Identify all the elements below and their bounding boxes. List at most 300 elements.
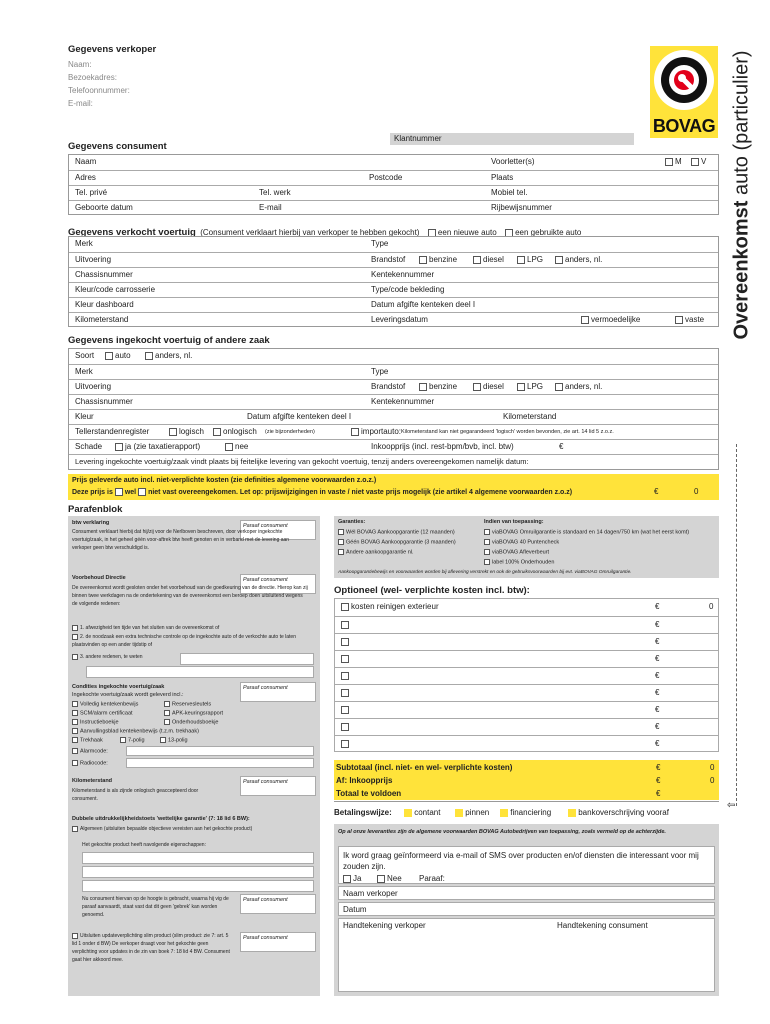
consumer-title: Gegevens consument xyxy=(68,141,167,152)
checkbox[interactable] xyxy=(341,638,349,646)
cond-13polig-label: 13-polig xyxy=(168,737,188,744)
betaling-contant-label: contant xyxy=(414,808,441,817)
checkbox[interactable] xyxy=(338,549,344,555)
optional-item[interactable] xyxy=(341,671,351,680)
indien-label100[interactable] xyxy=(484,559,554,565)
indien-omruil-label: viaBOVAG Omruilgarantie is standaard en 14 dagen/750 km (wat het eerst komt) xyxy=(492,529,690,536)
checkbox[interactable] xyxy=(115,488,123,496)
optional-item[interactable] xyxy=(341,654,351,663)
optional-euro: € xyxy=(655,671,660,680)
checkbox[interactable] xyxy=(517,256,525,264)
cond-volledig[interactable] xyxy=(72,701,138,707)
optional-row xyxy=(335,667,718,685)
checkbox[interactable] xyxy=(72,737,78,743)
checkbox[interactable] xyxy=(225,443,233,451)
auto-label: auto xyxy=(115,351,131,360)
consumer-row-3 xyxy=(69,185,718,200)
diesel-label: diesel xyxy=(483,255,504,264)
optional-item[interactable] xyxy=(341,602,439,611)
optional-row xyxy=(335,701,718,719)
schade-label: Schade xyxy=(75,442,103,451)
bijzonderheden-note: (zie bijzonderheden) xyxy=(265,429,315,435)
soort-label: Soort xyxy=(75,351,95,360)
updates-paraaf-box[interactable] xyxy=(240,932,316,952)
ti-datum-afgifte-label: Datum afgifte kenteken deel I xyxy=(247,412,352,421)
indien-label100-label: label 100% Onderhouden xyxy=(492,559,555,566)
dubbele-text2: Het gekochte product heeft navolgende eigenschappen: xyxy=(82,842,206,848)
checkbox[interactable] xyxy=(72,701,78,707)
updates-text[interactable] xyxy=(72,932,232,964)
garantie-andere[interactable] xyxy=(338,549,414,555)
ti-kenteken-label: Kentekennummer xyxy=(371,397,435,406)
nee-option[interactable] xyxy=(225,442,248,451)
paraaf-label: Paraaf consument xyxy=(243,779,288,785)
alarmcode-field[interactable] xyxy=(126,746,314,756)
ti-benzine-option[interactable] xyxy=(419,382,457,391)
checkbox[interactable] xyxy=(72,634,78,640)
checkbox[interactable] xyxy=(691,158,699,166)
optional-row xyxy=(335,633,718,651)
checkbox[interactable] xyxy=(72,826,78,832)
btw-title: btw verklaring xyxy=(72,520,110,526)
checkbox[interactable] xyxy=(160,737,166,743)
importauto-option[interactable] xyxy=(351,427,401,436)
indien-omruil[interactable] xyxy=(484,529,689,535)
checkbox[interactable] xyxy=(72,933,78,939)
consumer-table xyxy=(68,154,719,215)
optional-euro: € xyxy=(655,705,660,714)
tradein-row-merk xyxy=(69,364,718,379)
consumer-row-2 xyxy=(69,170,718,185)
importauto-label: importauto: xyxy=(361,427,402,436)
checkbox[interactable] xyxy=(72,760,78,766)
checkbox[interactable] xyxy=(164,719,170,725)
km-paraaf-box[interactable] xyxy=(240,776,316,796)
checkbox[interactable] xyxy=(351,428,359,436)
side-title-area xyxy=(722,30,762,360)
seller-email-label: E-mail: xyxy=(68,99,93,108)
cond-alarmcode-label: Alarmcode: xyxy=(80,748,108,755)
optional-table xyxy=(334,598,719,752)
contact-paraaf-label: Paraaf: xyxy=(419,874,445,883)
hand-consument-label: Handtekening consument xyxy=(557,921,648,930)
checkbox[interactable] xyxy=(484,539,490,545)
tradein-row-soort xyxy=(69,349,718,363)
vermoedelijke-label: vermoedelijke xyxy=(591,315,641,324)
checkbox[interactable] xyxy=(419,256,427,264)
tradein-table xyxy=(68,348,719,470)
checkbox[interactable] xyxy=(473,383,481,391)
bought-row-4 xyxy=(69,282,718,297)
cond-aanvulling[interactable] xyxy=(72,728,199,734)
garanties-panel xyxy=(334,516,719,578)
dubbele-title: Dubbele uitdrukkelijkheidstoets 'wettelijke garantie' (7: 18 lid 6 BW): xyxy=(72,816,250,822)
benzine-label: benzine xyxy=(429,255,458,264)
checkbox[interactable] xyxy=(341,740,349,748)
cond-7polig-label: 7-polig xyxy=(128,737,145,744)
garantie-geen[interactable] xyxy=(338,539,456,545)
cond-apk[interactable] xyxy=(164,710,223,716)
vaste-label: vaste xyxy=(685,315,705,324)
m-label: M xyxy=(675,157,682,166)
optional-euro: € xyxy=(655,637,660,646)
arrow-left-icon: ⇦ xyxy=(727,800,736,811)
ti-merk-label: Merk xyxy=(75,367,93,376)
kenteken-label: Kentekennummer xyxy=(371,270,435,279)
optional-row xyxy=(335,735,718,753)
checkbox[interactable] xyxy=(341,723,349,731)
nee-label: nee xyxy=(235,442,249,451)
gender-m[interactable] xyxy=(665,157,682,166)
checkbox[interactable] xyxy=(341,706,349,714)
uitvoering-label: Uitvoering xyxy=(75,255,112,264)
checkbox[interactable] xyxy=(455,809,463,817)
cond-radiocode-label: Radiocode: xyxy=(80,760,108,767)
checkbox[interactable] xyxy=(72,748,78,754)
cond-scm-label: SCM/alarm certificaat xyxy=(80,710,133,717)
cond-trekhaak-label: Trekhaak xyxy=(80,737,103,744)
betaling-bank[interactable] xyxy=(568,808,669,817)
lpg-label: LPG xyxy=(527,255,544,264)
ti-uitvoering-label: Uitvoering xyxy=(75,382,112,391)
optional-row xyxy=(335,718,718,736)
totals-bar xyxy=(334,760,719,800)
checkbox[interactable] xyxy=(377,875,385,883)
checkbox[interactable] xyxy=(164,701,170,707)
type-label: Type xyxy=(371,239,389,248)
km-title: Kilometerstand xyxy=(72,778,113,784)
cond-trekhaak[interactable] xyxy=(72,737,103,743)
optional-item[interactable] xyxy=(341,637,351,646)
optional-euro: € xyxy=(655,620,660,629)
email-label: E-mail xyxy=(259,203,282,212)
garantie-andere-label: Andere aankoopgarantie nl. xyxy=(346,549,414,556)
checkbox[interactable] xyxy=(568,809,576,817)
cond-13polig[interactable] xyxy=(160,737,188,743)
betaling-pinnen[interactable] xyxy=(455,808,489,817)
eigenschappen-field-1[interactable] xyxy=(82,852,314,864)
garantie-geen-label: Géén BOVAG Aankoopgarantie (3 maanden) xyxy=(346,539,456,546)
plaats-label: Plaats xyxy=(491,173,514,182)
dashed-connector xyxy=(736,444,737,806)
checkbox[interactable] xyxy=(105,352,113,360)
checkbox[interactable] xyxy=(555,256,563,264)
voldoen-euro: € xyxy=(656,789,661,798)
tel-werk-label: Tel. werk xyxy=(259,188,291,197)
voorbehoud-item-1[interactable] xyxy=(72,624,308,632)
checkbox[interactable] xyxy=(341,689,349,697)
contact-box xyxy=(338,846,715,884)
anders-nl-option[interactable] xyxy=(145,351,192,360)
checkbox[interactable] xyxy=(341,655,349,663)
checkbox[interactable] xyxy=(343,875,351,883)
af-euro: € xyxy=(656,776,661,785)
af-label: Af: Inkoopprijs xyxy=(336,776,393,785)
checkbox[interactable] xyxy=(72,719,78,725)
geboortedatum-label: Geboorte datum xyxy=(75,203,133,212)
benzine-option[interactable] xyxy=(419,255,457,264)
diesel-option[interactable] xyxy=(473,255,504,264)
import-note: Kilometerstand kan niet gegarandeerd 'logisch' worden bevonden, zie art. 14 lid 5 z.o.z. xyxy=(401,429,614,435)
klantnummer-field[interactable] xyxy=(390,133,634,145)
rijbewijs-label: Rijbewijsnummer xyxy=(491,203,552,212)
checkbox[interactable] xyxy=(72,654,78,660)
ti-anders-option[interactable] xyxy=(555,382,602,391)
optional-title: Optioneel (wel- verplichte kosten incl. btw): xyxy=(334,585,530,596)
optional-euro: € xyxy=(655,739,660,748)
nieuw-label: een nieuwe auto xyxy=(437,228,497,237)
optional-item[interactable] xyxy=(341,739,351,748)
voorwaarden-text: Op al onze leveranties zijn de algemene voorwaarden BOVAG Autobedrijven van toepassing, zoals vermeld op de achterzijde. xyxy=(338,829,666,835)
cond-7polig[interactable] xyxy=(120,737,145,743)
checkbox[interactable] xyxy=(338,529,344,535)
checkbox[interactable] xyxy=(145,352,153,360)
ti-type-label: Type xyxy=(371,367,389,376)
cond-alarmcode[interactable] xyxy=(72,748,108,754)
mobiel-label: Mobiel tel. xyxy=(491,188,528,197)
contact-ja[interactable] xyxy=(343,874,361,883)
paraaf-label: Paraaf consument xyxy=(243,935,288,941)
side-title xyxy=(731,50,754,339)
chassis-label: Chassisnummer xyxy=(75,270,133,279)
garanties-title: Garanties: xyxy=(338,519,366,525)
optional-item[interactable] xyxy=(341,688,351,697)
ti-diesel-option[interactable] xyxy=(473,382,504,391)
checkbox[interactable] xyxy=(169,428,177,436)
optional-row xyxy=(335,599,718,616)
garanties-footnote: Aankoopgarantiebewijs en voorwaarden worden bij aflevering verstrekt en ook de gebruiksvoorwaarden bij evt. viaBOVAG Omruilgarantie. xyxy=(338,570,632,575)
optional-value[interactable]: 0 xyxy=(709,602,714,611)
tradein-row-uitvoering xyxy=(69,379,718,394)
checkbox[interactable] xyxy=(419,383,427,391)
naam-verkoper-label: Naam verkoper xyxy=(343,889,398,898)
optional-euro: € xyxy=(655,654,660,663)
gender-v[interactable] xyxy=(691,157,706,166)
optional-item[interactable] xyxy=(341,620,351,629)
price-bar xyxy=(68,474,719,500)
onlogisch-label: onlogisch xyxy=(223,427,257,436)
checkbox[interactable] xyxy=(115,443,123,451)
postcode-label: Postcode xyxy=(369,173,403,182)
eigenschappen-field-3[interactable] xyxy=(82,880,314,892)
km-text: Kilometerstand is als zijnde onlogisch geaccepteerd door consument. xyxy=(72,788,199,802)
bovag-logo xyxy=(650,46,718,138)
dubbele-text-label: Algemeen (uitsluiten bepaalde objectieve vereisten aan het gekochte product) xyxy=(80,826,253,832)
checkbox[interactable] xyxy=(500,809,508,817)
checkbox[interactable] xyxy=(164,710,170,716)
bought-row-3 xyxy=(69,267,718,282)
bekleding-label: Type/code bekleding xyxy=(371,285,445,294)
totals-divider xyxy=(334,801,719,802)
checkbox[interactable] xyxy=(341,672,349,680)
nu-text: Nu consument hiervan op de hoogte is gebracht, waarna hij vig de paraaf aanvaardt, staat vast dat dit geen 'gebrek' kan worden genoemd. xyxy=(82,896,229,918)
checkbox[interactable] xyxy=(404,809,412,817)
adres-label: Adres xyxy=(75,173,96,182)
voldoen-label: Totaal te voldoen xyxy=(336,789,402,798)
eigenschappen-field-2[interactable] xyxy=(82,866,314,878)
ti-lpg-label: LPG xyxy=(527,382,544,391)
af-value: 0 xyxy=(710,776,715,785)
checkbox[interactable] xyxy=(72,710,78,716)
anders-option[interactable] xyxy=(555,255,602,264)
tellerstand-label: Tellerstandenregister xyxy=(75,427,150,436)
dubbele-text[interactable] xyxy=(72,825,308,833)
checkbox[interactable] xyxy=(484,559,490,565)
cond-reserve[interactable] xyxy=(164,701,211,707)
garantie-wel[interactable] xyxy=(338,529,455,535)
onlogisch-option[interactable] xyxy=(213,427,257,436)
paraaf-label: Paraaf consument xyxy=(243,523,288,529)
anders-nl-label: anders, nl. xyxy=(155,351,193,360)
optional-item-label: kosten reinigen exterieur xyxy=(351,602,439,611)
price-line2a: Deze prijs is xyxy=(72,488,113,496)
updates-text-label: Uitsluiten updateverplichting slim product (slim product: zie 7: art. 5 lid 1 onder d BW) De verkoper draagt voor het gekochte geen verplichting voor updates in de zin van boek 7: 18 lid 4 BW. Consument gaat hier akkoord mee. xyxy=(72,933,230,963)
contact-nee-label: Nee xyxy=(387,874,402,883)
subtotaal-label: Subtotaal (incl. niet- en wel- verplichte kosten) xyxy=(336,763,513,772)
checkbox[interactable] xyxy=(72,728,78,734)
bovag-logo-icon xyxy=(650,46,718,116)
betaling-bank-label: bankoverschrijving vooraf xyxy=(578,808,669,817)
merk-label: Merk xyxy=(75,239,93,248)
paraaf-label: Paraaf consument xyxy=(243,685,288,691)
checkbox[interactable] xyxy=(675,316,683,324)
cond-onderhoud[interactable] xyxy=(164,719,218,725)
ti-benzine-label: benzine xyxy=(429,382,458,391)
indien-40punten-label: viaBOVAG 40 Puntencheck xyxy=(492,539,560,546)
cond-scm[interactable] xyxy=(72,710,133,716)
cond-aanvulling-label: Aanvullingsblad kentekenbewijs (t.z.m. trekhaak) xyxy=(80,728,199,735)
checkbox[interactable] xyxy=(120,737,126,743)
optional-row xyxy=(335,616,718,634)
subtotaal-euro: € xyxy=(656,763,661,772)
betaling-financiering[interactable] xyxy=(500,808,551,817)
andere-redenen-field-2[interactable] xyxy=(86,666,314,678)
ti-brandstof-label: Brandstof xyxy=(371,382,406,391)
checkbox[interactable] xyxy=(138,488,146,496)
datum-label: Datum xyxy=(343,905,367,914)
ti-lpg-option[interactable] xyxy=(517,382,543,391)
levering-note: Levering ingekochte voertuig/zaak vindt plaats bij feitelijke levering van gekocht voertuig, tenzij anders overeengekomen namelijk datum: xyxy=(75,457,529,466)
voorbehoud-item-2[interactable] xyxy=(72,633,308,649)
v-label: V xyxy=(701,157,707,166)
optional-item[interactable] xyxy=(341,705,351,714)
nu-paraaf-box[interactable] xyxy=(240,894,316,914)
naam-verkoper-field[interactable] xyxy=(338,886,715,900)
voorbehoud-item-2-label: 2. de noodzaak een extra technische controle op de ingekochte auto of de verkochte auto te laten plaatsvinden op een ander tijdstip of xyxy=(72,634,296,648)
cond-onderhoud-label: Onderhoudsboekje xyxy=(172,719,219,726)
optional-item[interactable] xyxy=(341,722,351,731)
seller-address-label: Bezoekadres: xyxy=(68,73,117,82)
checkbox[interactable] xyxy=(665,158,673,166)
logo-text: BOVAG xyxy=(652,116,716,136)
indien-title: Indien van toepassing: xyxy=(484,519,544,525)
price-line2 xyxy=(72,488,572,496)
checkbox[interactable] xyxy=(473,256,481,264)
bought-row-5 xyxy=(69,297,718,312)
cond-apk-label: APK-keuringsrapport xyxy=(172,710,224,717)
checkbox[interactable] xyxy=(484,549,490,555)
inkoopprijs-euro: € xyxy=(559,442,564,451)
optional-euro: € xyxy=(655,688,660,697)
checkbox[interactable] xyxy=(555,383,563,391)
bought-row-1 xyxy=(69,237,718,251)
bought-title: Gegevens verkocht voertuig xyxy=(68,227,196,238)
wel-label: wel xyxy=(124,488,137,496)
checkbox[interactable] xyxy=(341,603,349,611)
vaste-option[interactable] xyxy=(675,315,704,324)
checkbox[interactable] xyxy=(213,428,221,436)
paraaf-panel xyxy=(68,516,320,996)
lpg-option[interactable] xyxy=(517,255,543,264)
datum-field[interactable] xyxy=(338,902,715,916)
logisch-option[interactable] xyxy=(169,427,204,436)
indien-afleverbeurt[interactable] xyxy=(484,549,549,555)
betaling-financiering-label: financiering xyxy=(510,808,552,817)
checkbox[interactable] xyxy=(581,316,589,324)
betaling-pinnen-label: pinnen xyxy=(465,808,490,817)
condities-paraaf-box[interactable] xyxy=(240,682,316,702)
niet-label: niet vast overeengekomen. Let op: prijswijzigingen in vaste / niet vaste prijs mogelijk (zie artikel 4 algemene voorwaarden z.o.z) xyxy=(148,488,573,496)
handtekening-box[interactable] xyxy=(338,918,715,992)
checkbox[interactable] xyxy=(484,529,490,535)
checkbox[interactable] xyxy=(517,383,525,391)
ja-taxatie-option[interactable] xyxy=(115,442,200,451)
logisch-label: logisch xyxy=(179,427,204,436)
naam-label: Naam xyxy=(75,157,97,166)
ja-taxatie-label: ja (zie taxatierapport) xyxy=(125,442,201,451)
bought-row-2 xyxy=(69,252,718,267)
cond-instructie[interactable] xyxy=(72,719,119,725)
price-line1: Prijs geleverde auto incl. niet-verplichte kosten (zie definities algemene voorwaarden z.o.z.) xyxy=(72,477,377,484)
paraaf-label: Paraaf consument xyxy=(243,897,288,903)
tradein-row-kleur xyxy=(69,409,718,424)
consumer-row-1 xyxy=(69,155,718,169)
checkbox[interactable] xyxy=(338,539,344,545)
cond-radiocode[interactable] xyxy=(72,760,108,766)
kleur-carrosserie-label: Kleur/code carrosserie xyxy=(75,285,156,294)
voorbehoud-item-3-label: 3. andere redenen, te weten xyxy=(80,654,143,660)
anders-label: anders, nl. xyxy=(565,255,603,264)
voorletters-label: Voorletter(s) xyxy=(491,157,535,166)
contact-ja-label: Ja xyxy=(353,874,362,883)
levering-label: Leveringsdatum xyxy=(371,315,428,324)
radiocode-field[interactable] xyxy=(126,758,314,768)
andere-redenen-field[interactable] xyxy=(180,653,314,665)
condities-title: Condities ingekochte voertuig/zaak xyxy=(72,684,165,690)
price-value: 0 xyxy=(694,487,699,496)
klantnummer-label: Klantnummer xyxy=(394,134,442,143)
consumer-row-4 xyxy=(69,200,718,215)
indien-40punten[interactable] xyxy=(484,539,559,545)
ti-anders-label: anders, nl. xyxy=(565,382,603,391)
optional-row xyxy=(335,684,718,702)
km-label: Kilometerstand xyxy=(75,315,129,324)
betaling-contant[interactable] xyxy=(404,808,440,817)
indien-afleverbeurt-label: viaBOVAG Afleverbeurt xyxy=(492,549,550,556)
tradein-row-schade xyxy=(69,439,718,454)
auto-option[interactable] xyxy=(105,351,131,360)
checkbox[interactable] xyxy=(72,625,78,631)
brandstof-label: Brandstof xyxy=(371,255,406,264)
inkoopprijs-label: Inkoopprijs (incl. rest-bpm/bvb, incl. btw) xyxy=(371,442,514,451)
checkbox[interactable] xyxy=(341,621,349,629)
seller-title: Gegevens verkoper xyxy=(68,44,157,55)
vermoedelijke-option[interactable] xyxy=(581,315,640,324)
kleur-dashboard-label: Kleur dashboard xyxy=(75,300,134,309)
voorbehoud-title: Voorbehoud Directie xyxy=(72,575,126,581)
optional-euro: € xyxy=(655,602,660,611)
contact-nee[interactable] xyxy=(377,874,402,883)
